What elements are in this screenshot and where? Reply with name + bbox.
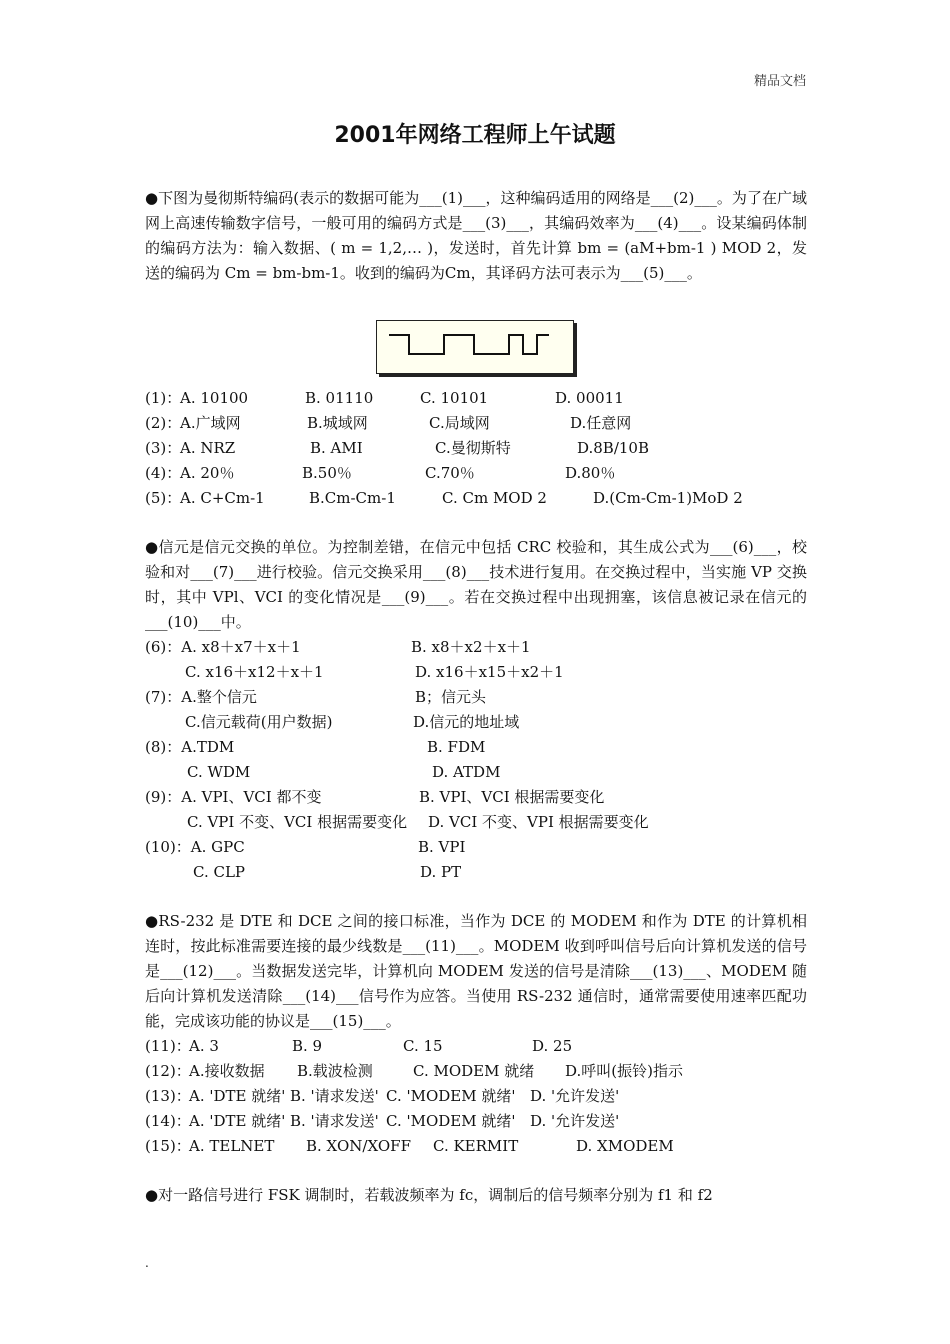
option-number: (12)： <box>145 1062 191 1080</box>
option-a[interactable]: A.广域网 <box>180 414 241 432</box>
option-a[interactable]: A. 20％ <box>180 464 235 482</box>
option-c[interactable]: C. MODEM 就绪 <box>413 1062 535 1080</box>
option-left[interactable]: C. WDM <box>187 763 251 781</box>
option-a[interactable]: A. NRZ <box>180 439 236 457</box>
option-d[interactable]: D. 25 <box>532 1037 573 1055</box>
option-b[interactable]: B. XON/XOFF <box>306 1137 411 1155</box>
manchester-waveform <box>377 321 573 373</box>
question-2-stem: ●信元是信元交换的单位。为控制差错，在信元中包括 CRC 校验和，其生成公式为___(6)___，校验和对___(7)___进行校验。信元交换采用___(8)___技术进行复用。在交换过程中，当实施 VP 交换时，其中 VPl、VCI 的变化情况是___(9)___。若在交换过程中出现拥塞，该信息被记录在信元的___(10)___中。 <box>145 538 807 631</box>
option-b[interactable]: B. AMI <box>310 439 363 457</box>
question-3-stem: ●RS-232 是 DTE 和 DCE 之间的接口标准，当作为 DCE 的 MODEM 和作为 DTE 的计算机相连时，按此标准需要连接的最少线数是___(11)___。MODEM 收到呼叫信号后向计算机发送的信号是___(12)___。当数据发送完毕，计算机向 MODEM 发送的信号是清除___(13)___、MODEM 随后向计算机发送清除___(14)___信号作为应答。当使用 RS-232 通信时，通常需要使用速率匹配功能，完成该功能的协议是___(15)___。 <box>145 912 807 1030</box>
option-a[interactable]: A.接收数据 <box>189 1062 265 1080</box>
option-b[interactable]: B. 01110 <box>305 389 374 407</box>
option-right[interactable]: B. VPI、VCI 根据需要变化 <box>419 788 605 806</box>
option-c[interactable]: C. Cm MOD 2 <box>442 489 547 507</box>
option-b[interactable]: B. 9 <box>292 1037 323 1055</box>
footer-dot: . <box>145 1256 149 1270</box>
option-right[interactable]: B；信元头 <box>415 688 487 706</box>
option-right[interactable]: D. VCI 不变、VPI 根据需要变化 <box>428 813 649 831</box>
option-number: (5)： <box>145 489 182 507</box>
option-right[interactable]: B. FDM <box>427 738 486 756</box>
manchester-waveform-figure <box>376 320 574 374</box>
option-d[interactable]: D.80％ <box>565 464 616 482</box>
option-d[interactable]: D.呼叫(振铃)指示 <box>565 1062 683 1080</box>
option-b[interactable]: B.城域网 <box>307 414 368 432</box>
option-d[interactable]: D. XMODEM <box>576 1137 674 1155</box>
option-left[interactable]: (10)：A. GPC <box>145 838 245 856</box>
option-c[interactable]: C.曼彻斯特 <box>435 439 511 457</box>
option-left[interactable]: C. x16＋x12＋x＋1 <box>185 663 324 681</box>
option-number: (15)： <box>145 1137 191 1155</box>
option-c[interactable]: C.70％ <box>425 464 475 482</box>
option-d[interactable]: D.任意网 <box>570 414 632 432</box>
option-d[interactable]: D.(Cm-Cm-1)MoD 2 <box>593 489 743 507</box>
option-c[interactable]: C. 'MODEM 就绪' <box>386 1112 516 1130</box>
option-a[interactable]: A. 'DTE 就绪' <box>189 1112 286 1130</box>
option-c[interactable]: C.局域网 <box>429 414 490 432</box>
option-d[interactable]: D. '允许发送' <box>530 1087 620 1105</box>
option-d[interactable]: D. 00011 <box>555 389 624 407</box>
option-a[interactable]: A. C+Cm-1 <box>180 489 265 507</box>
page-title: 2001年网络工程师上午试题 <box>334 123 616 148</box>
option-left[interactable]: (7)：A.整个信元 <box>145 688 257 706</box>
option-number: (3)： <box>145 439 182 457</box>
option-left[interactable]: C. CLP <box>193 863 246 881</box>
option-c[interactable]: C. 15 <box>403 1037 443 1055</box>
question-4-stem: ●对一路信号进行 FSK 调制时，若载波频率为 fc，调制后的信号频率分别为 f1 和 f2 <box>145 1186 713 1204</box>
option-a[interactable]: A. 'DTE 就绪' <box>189 1087 286 1105</box>
option-a[interactable]: A. 3 <box>189 1037 219 1055</box>
header-note: 精品文档 <box>753 74 806 89</box>
option-left[interactable]: C. VPI 不变、VCI 根据需要变化 <box>187 813 408 831</box>
option-b[interactable]: B. '请求发送' <box>290 1112 379 1130</box>
option-right[interactable]: D.信元的地址域 <box>413 713 520 731</box>
option-right[interactable]: B. x8＋x2＋x＋1 <box>411 638 531 656</box>
option-number: (4)： <box>145 464 182 482</box>
option-number: (11)： <box>145 1037 191 1055</box>
option-number: (1)： <box>145 389 182 407</box>
option-b[interactable]: B.Cm-Cm-1 <box>309 489 396 507</box>
option-number: (13)： <box>145 1087 191 1105</box>
option-d[interactable]: D.8B/10B <box>577 439 649 457</box>
option-right[interactable]: D. x16＋x15＋x2＋1 <box>415 663 564 681</box>
option-d[interactable]: D. '允许发送' <box>530 1112 620 1130</box>
option-c[interactable]: C. KERMIT <box>433 1137 519 1155</box>
option-b[interactable]: B.载波检测 <box>297 1062 373 1080</box>
option-right[interactable]: D. ATDM <box>432 763 501 781</box>
option-left[interactable]: (8)：A.TDM <box>145 738 235 756</box>
option-left[interactable]: (6)：A. x8＋x7＋x＋1 <box>145 638 301 656</box>
option-b[interactable]: B.50％ <box>302 464 352 482</box>
question-1-stem: ●下图为曼彻斯特编码(表示的数据可能为___(1)___，这种编码适用的网络是___(2)___。为了在广域网上高速传输数字信号，一般可用的编码方式是___(3)___，其编码效率为___(4)___。设某编码体制的编码方法为：输入数据、( m = 1,2,… )，发送时，首先计算 bm = (aM+bm-1 ) MOD 2，发送的编码为 Cm = bm-bm-1。收到的编码为Cm，其译码方法可表示为___(5)___。 <box>145 189 807 282</box>
option-a[interactable]: A. 10100 <box>180 389 249 407</box>
option-left[interactable]: (9)：A. VPI、VCI 都不变 <box>145 788 322 806</box>
option-b[interactable]: B. '请求发送' <box>290 1087 379 1105</box>
option-right[interactable]: D. PT <box>420 863 462 881</box>
option-c[interactable]: C. 10101 <box>420 389 489 407</box>
option-right[interactable]: B. VPI <box>418 838 466 856</box>
option-number: (14)： <box>145 1112 191 1130</box>
option-left[interactable]: C.信元载荷(用户数据) <box>185 713 333 731</box>
option-a[interactable]: A. TELNET <box>189 1137 275 1155</box>
option-c[interactable]: C. 'MODEM 就绪' <box>386 1087 516 1105</box>
option-number: (2)： <box>145 414 182 432</box>
